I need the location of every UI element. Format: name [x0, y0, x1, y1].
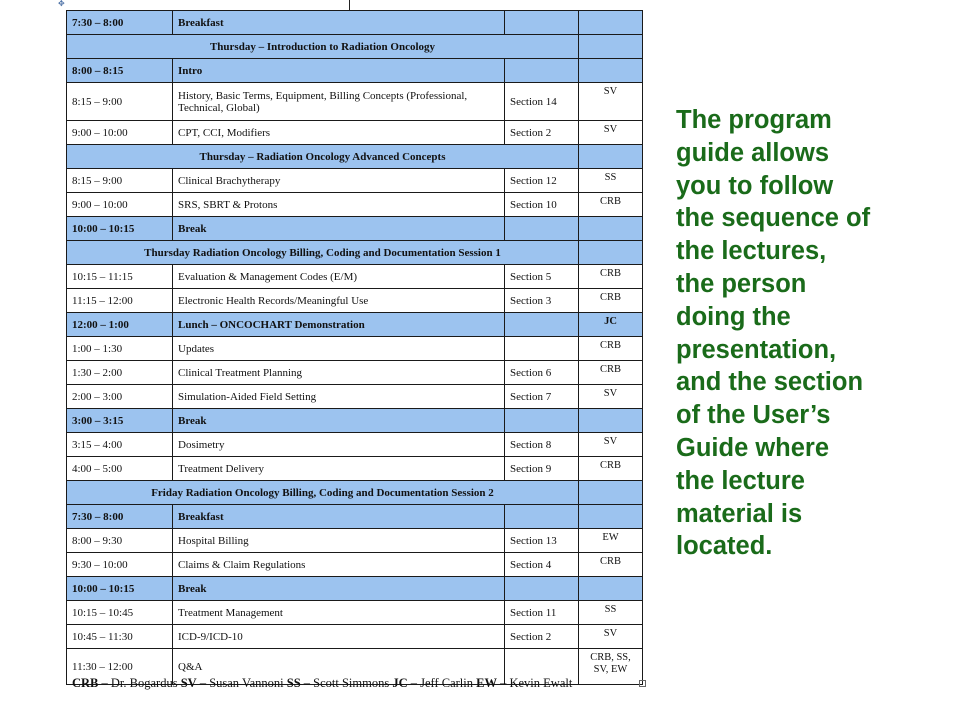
section-cell: Section 8	[505, 433, 579, 457]
presenter-cell	[579, 35, 643, 59]
time-cell: 10:45 – 11:30	[67, 625, 173, 649]
section-cell: Section 14	[505, 83, 579, 121]
time-cell: 10:00 – 10:15	[67, 217, 173, 241]
time-cell: 8:00 – 9:30	[67, 529, 173, 553]
topic-cell: SRS, SBRT & Protons	[173, 193, 505, 217]
highlight-row	[67, 59, 643, 83]
time-cell: 1:30 – 2:00	[67, 361, 173, 385]
session-title: Friday Radiation Oncology Billing, Coding and Documentation Session 2	[67, 481, 579, 505]
legend-name: – Scott Simmons	[300, 676, 393, 690]
presenter-cell: CRB	[579, 193, 643, 217]
section-cell: Section 7	[505, 385, 579, 409]
table-row	[67, 553, 643, 577]
legend-code: SS	[286, 676, 301, 690]
presenter-cell: SV	[579, 433, 643, 457]
highlight-row	[67, 577, 643, 601]
time-cell: 4:00 – 5:00	[67, 457, 173, 481]
presenter-cell: SS	[579, 601, 643, 625]
section-cell	[505, 577, 579, 601]
table-row	[67, 625, 643, 649]
section-cell: Section 5	[505, 265, 579, 289]
highlight-row	[67, 409, 643, 433]
time-cell: 9:30 – 10:00	[67, 553, 173, 577]
highlight-row	[67, 505, 643, 529]
caption-line: and the section	[676, 368, 864, 397]
presenter-cell	[579, 11, 643, 35]
session-title-row	[67, 35, 643, 59]
caption-line: guide allows	[676, 138, 830, 167]
table-row	[67, 601, 643, 625]
presenter-cell	[579, 577, 643, 601]
presenter-cell: SV	[579, 121, 643, 145]
table-row	[67, 193, 643, 217]
table-row	[67, 457, 643, 481]
legend-name: – Dr. Bogardus	[98, 676, 181, 690]
table-resize-handle[interactable]	[639, 680, 646, 687]
section-cell: Section 11	[505, 601, 579, 625]
section-cell: Section 6	[505, 361, 579, 385]
table-row	[67, 289, 643, 313]
presenter-cell: SV	[579, 83, 643, 121]
caption-line: presentation,	[676, 335, 837, 364]
section-cell	[505, 505, 579, 529]
table-row	[67, 529, 643, 553]
session-title: Thursday – Introduction to Radiation Oncology	[67, 35, 579, 59]
topic-cell: Treatment Management	[173, 601, 505, 625]
section-cell: Section 9	[505, 457, 579, 481]
caption-line: the lecture	[676, 466, 805, 495]
presenter-cell	[579, 505, 643, 529]
section-cell	[505, 409, 579, 433]
presenter-cell	[579, 241, 643, 265]
session-title-row	[67, 481, 643, 505]
section-cell: Section 13	[505, 529, 579, 553]
time-cell: 8:00 – 8:15	[67, 59, 173, 83]
caption-line: doing the	[676, 302, 791, 331]
topic-cell: Breakfast	[173, 505, 505, 529]
presenter-cell: CRB	[579, 337, 643, 361]
presenter-cell	[579, 481, 643, 505]
presenter-cell: SV	[579, 625, 643, 649]
presenter-cell: CRB, SS, SV, EW	[579, 649, 643, 685]
topic-cell: Claims & Claim Regulations	[173, 553, 505, 577]
presenter-cell: CRB	[579, 265, 643, 289]
topic-cell: History, Basic Terms, Equipment, Billing Concepts (Professional, Technical, Global)	[173, 83, 505, 121]
presenter-cell	[579, 217, 643, 241]
legend-name: – Jeff Carlin	[407, 676, 477, 690]
section-cell: Section 12	[505, 169, 579, 193]
session-title: Thursday – Radiation Oncology Advanced Concepts	[67, 145, 579, 169]
legend-code: CRB	[72, 676, 99, 690]
presenter-cell	[579, 409, 643, 433]
section-cell: Section 4	[505, 553, 579, 577]
time-cell: 9:00 – 10:00	[67, 193, 173, 217]
table-row	[67, 385, 643, 409]
topic-cell: Clinical Treatment Planning	[173, 361, 505, 385]
topic-cell: Break	[173, 217, 505, 241]
highlight-row	[67, 217, 643, 241]
caption-line: you to follow	[676, 171, 834, 200]
time-cell: 7:30 – 8:00	[67, 505, 173, 529]
topic-cell: ICD-9/ICD-10	[173, 625, 505, 649]
presenter-cell: JC	[579, 313, 643, 337]
legend-code: EW	[476, 676, 497, 690]
schedule-table	[66, 10, 643, 685]
presenter-cell: CRB	[579, 289, 643, 313]
presenter-cell: CRB	[579, 457, 643, 481]
table-row	[67, 433, 643, 457]
caption-line: material is	[676, 499, 803, 528]
caption-line: The program	[676, 106, 832, 134]
highlight-row	[67, 11, 643, 35]
presenter-cell: CRB	[579, 553, 643, 577]
section-cell: Section 10	[505, 193, 579, 217]
table-row	[67, 169, 643, 193]
section-cell	[505, 313, 579, 337]
presenter-cell: SV	[579, 385, 643, 409]
caption-line: the person	[676, 269, 807, 298]
time-cell: 11:30 – 12:00	[67, 649, 173, 685]
table-row	[67, 265, 643, 289]
topic-cell: Dosimetry	[173, 433, 505, 457]
topic-cell: Q&A	[173, 649, 505, 685]
section-cell	[505, 337, 579, 361]
table-row	[67, 121, 643, 145]
time-cell: 3:00 – 3:15	[67, 409, 173, 433]
time-cell: 2:00 – 3:00	[67, 385, 173, 409]
session-title-row	[67, 241, 643, 265]
time-cell: 10:00 – 10:15	[67, 577, 173, 601]
topic-cell: Intro	[173, 59, 505, 83]
topic-cell: Break	[173, 577, 505, 601]
section-cell: Section 3	[505, 289, 579, 313]
presenter-legend	[72, 676, 572, 691]
topic-cell: Treatment Delivery	[173, 457, 505, 481]
caption-line: located.	[676, 532, 773, 561]
section-cell	[505, 59, 579, 83]
legend-name: – Susan Vannoni	[196, 676, 287, 690]
highlight-row	[67, 313, 643, 337]
section-cell	[505, 11, 579, 35]
table-row	[67, 337, 643, 361]
caption-line: Guide where	[676, 433, 830, 462]
time-cell: 10:15 – 11:15	[67, 265, 173, 289]
time-cell: 1:00 – 1:30	[67, 337, 173, 361]
topic-cell: Electronic Health Records/Meaningful Use	[173, 289, 505, 313]
topic-cell: Updates	[173, 337, 505, 361]
section-cell: Section 2	[505, 625, 579, 649]
caption-text	[676, 104, 946, 563]
presenter-cell: SS	[579, 169, 643, 193]
topic-cell: Break	[173, 409, 505, 433]
time-cell: 12:00 – 1:00	[67, 313, 173, 337]
presenter-cell: CRB	[579, 361, 643, 385]
caption-line: of the User’s	[676, 401, 831, 430]
topic-cell: Hospital Billing	[173, 529, 505, 553]
section-cell	[505, 217, 579, 241]
topic-cell: Breakfast	[173, 11, 505, 35]
caption-line: the sequence of	[676, 204, 871, 233]
time-cell: 8:15 – 9:00	[67, 83, 173, 121]
legend-code: SV	[180, 676, 197, 690]
legend-code: JC	[392, 676, 408, 690]
caption-line: the lectures,	[676, 237, 827, 266]
topic-cell: Evaluation & Management Codes (E/M)	[173, 265, 505, 289]
presenter-cell	[579, 59, 643, 83]
topic-cell: Simulation-Aided Field Setting	[173, 385, 505, 409]
legend-name: – Kevin Ewalt	[496, 676, 573, 690]
time-cell: 7:30 – 8:00	[67, 11, 173, 35]
topic-cell: Lunch – ONCOCHART Demonstration	[173, 313, 505, 337]
text-cursor	[349, 0, 350, 10]
topic-cell: Clinical Brachytherapy	[173, 169, 505, 193]
session-title: Thursday Radiation Oncology Billing, Coding and Documentation Session 1	[67, 241, 579, 265]
presenter-cell	[579, 145, 643, 169]
time-cell: 9:00 – 10:00	[67, 121, 173, 145]
section-cell: Section 2	[505, 121, 579, 145]
time-cell: 11:15 – 12:00	[67, 289, 173, 313]
time-cell: 10:15 – 10:45	[67, 601, 173, 625]
session-title-row	[67, 145, 643, 169]
table-move-handle-icon[interactable]: ✥	[58, 0, 65, 8]
table-row	[67, 361, 643, 385]
time-cell: 8:15 – 9:00	[67, 169, 173, 193]
presenter-cell: EW	[579, 529, 643, 553]
topic-cell: CPT, CCI, Modifiers	[173, 121, 505, 145]
time-cell: 3:15 – 4:00	[67, 433, 173, 457]
table-row	[67, 83, 643, 121]
